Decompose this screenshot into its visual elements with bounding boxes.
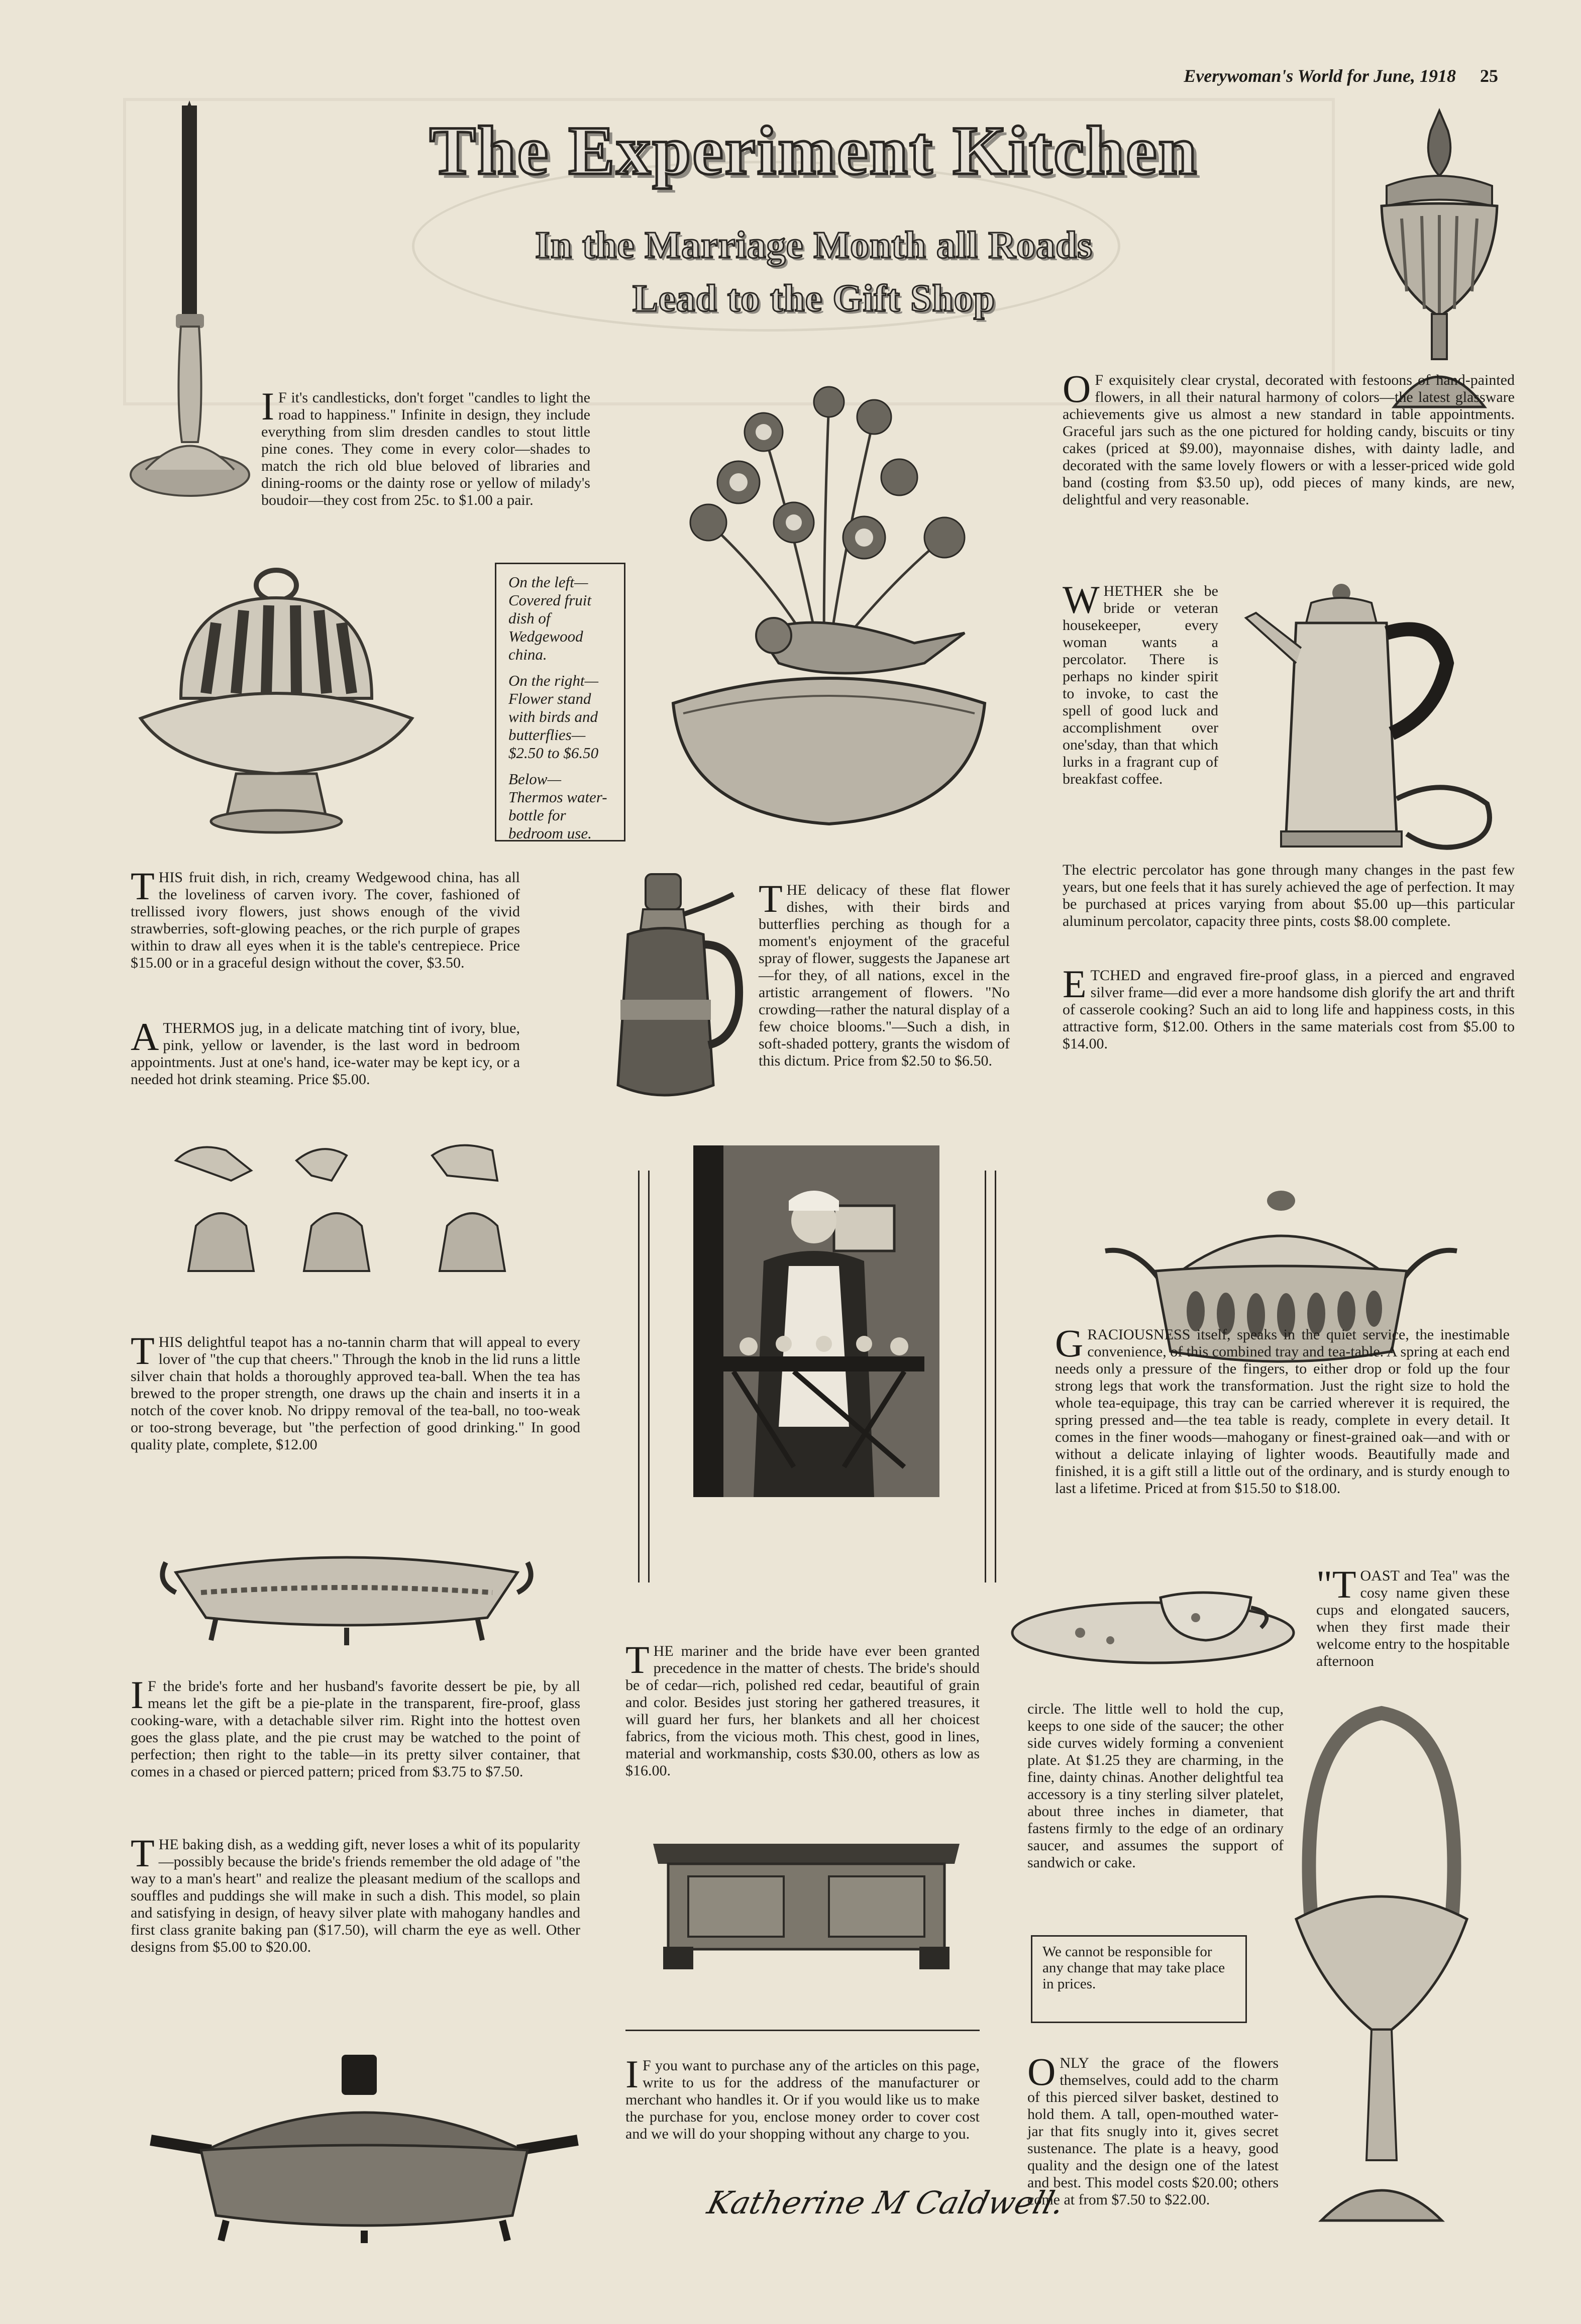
page-title: The Experiment Kitchen: [429, 112, 1199, 189]
silver-basket-paragraph: [1027, 2050, 1279, 2208]
cedar-chest-paragraph: [625, 1638, 980, 1779]
paragraph-text: THERMOS jug, in a delicate matching tint of ivory, blue, pink, yellow or lavender, is the last word in bedroom appointments. Just at one's hand, ice-water may be kept icy, or a needed hot drink steaming. Price $5.00.: [131, 1020, 520, 1088]
crystal-paragraph: [1063, 367, 1515, 508]
percolator-illustration: [1226, 583, 1507, 864]
decorative-rule: [995, 1171, 996, 1582]
percolator-paragraph-intro: [1063, 578, 1218, 788]
running-header: [1184, 65, 1498, 86]
cedar-chest-illustration: [653, 1834, 960, 1969]
paragraph-text: OAST and Tea" was the cosy name given these cups and elongated saucers, when they first made their welcome entry to the hospitable afternoon: [1316, 1567, 1510, 1669]
toast-and-tea-paragraph-intro: [1316, 1562, 1510, 1670]
fruit-dish-paragraph: [131, 864, 520, 972]
tray-table-paragraph: [1055, 1321, 1510, 1497]
page-number: 25: [1480, 66, 1498, 86]
paragraph-text: F you want to purchase any of the articles on this page, write to us for the address of the manufacturer or merchant who handles it. Or if you would like us to make the purchase for you, enclose money order to cover cost and we will do your shopping without any charge to you.: [625, 2057, 980, 2142]
paragraph-text: circle. The little well to hold the cup, keeps to one side of the saucer; the other side curves widely forming a convenient plate. At $1.25 they are charming, in the fine, dainty chinas. Another delightful tea accessory is a tiny sterling silver platelet, about three inches in diameter, that fastens firmly to the edge of an ordinary saucer, and assumes the support of sandwich or cake.: [1027, 1701, 1284, 1871]
flower-dishes-paragraph: [759, 877, 1010, 1070]
drop-cap: I: [261, 384, 274, 428]
maid-with-tray-photo: [693, 1145, 939, 1497]
drop-cap: A: [131, 1015, 159, 1059]
paragraph-text: NLY the grace of the flowers themselves, could add to the charm of this pierced silver basket, destined to hold them. A tall, open-mouthed water-jar that fits snugly into it, gives secret sustenance. The plate is a heavy, good quality and the design one of the latest and best. This model costs $20.00; others come at from $7.50 to $22.00.: [1027, 2055, 1279, 2208]
teapot-sequence-illustration: [166, 1140, 568, 1291]
caption-right: On the right—Flower stand with birds and butterflies—$2.50 to $6.50: [508, 672, 599, 762]
publication-line: Everywoman's World for June, 1918: [1184, 66, 1456, 86]
drop-cap: T: [759, 877, 783, 920]
drop-cap: T: [131, 1329, 155, 1372]
subtitle-line-1: In the Marriage Month all Roads: [535, 224, 1093, 266]
paragraph-text: F exquisitely clear crystal, decorated with festoons of hand-painted flowers, in all their natural harmony of colors—the latest glassware achievements give us almost a new standard in table appointments. Graceful jars such as the one pictured for holding candy, biscuits or tiny cakes (priced at $9.00), mayonnaise dishes, with dainty ladle, and decorated with the same lovely flowers or with a lesser-priced wide gold band (costing from $3.50 up), odd pieces of many kinds, are new, delightful and very reasonable.: [1063, 372, 1515, 508]
decorative-rule: [985, 1171, 986, 1582]
purchase-service-paragraph: [625, 2052, 980, 2143]
paragraph-text: HIS delightful teapot has a no-tannin charm that will appeal to every lover of "the cup that cheers." Through the knob in the lid runs a little silver chain that holds a thoroughly approved tea-ball. When the tea has brewed to the proper strength, one draws up the chain and inserts it in a notch of the cover knob. No drippy removal of the tea-ball, no too-weak or too-strong beverage, but "the perfection of good drinking." In good quality plate, complete, $12.00: [131, 1334, 580, 1453]
flower-stand-illustration: [663, 372, 990, 839]
drop-cap: T: [131, 1831, 155, 1875]
paragraph-text: The electric percolator has gone through many changes in the past few years, but one feels that it has surely achieved the age of perfection. It may be purchased at prices varying from about $5.00 up—this particular aluminum percolator, capacity three pints, costs $8.00 complete.: [1063, 862, 1515, 929]
paragraph-text: HE delicacy of these flat flower dishes, with their birds and butterflies perching as though for a moment's enjoyment of the graceful spray of flower, suggests the Japanese art —for they, of all nations, excel in the artistic arrangement of flowers. "No crowding—rather the natural display of a few choice blooms."—Such a dish, in soft-shaded pottery, grants the wisdom of this dictum. Price from $2.50 to $6.50.: [759, 882, 1010, 1069]
drop-cap: W: [1063, 578, 1100, 621]
drop-cap: E: [1063, 962, 1087, 1006]
baking-dish-paragraph: [131, 1831, 580, 1956]
paragraph-text: F the bride's forte and her husband's favorite dessert be pie, by all means let the gift be a pie-plate in the transparent, fire-proof, glass cooking-ware, with a detachable silver rim. Right into the hottest oven goes the glass plate, and the pie crust may be watched to the point of perfection; then right to the table—in its pretty silver container, that comes in a chased or pierced pattern; priced from $3.75 to $7.50.: [131, 1678, 580, 1780]
etched-glass-paragraph: [1063, 962, 1515, 1052]
drop-cap: G: [1055, 1321, 1084, 1365]
paragraph-text: HE mariner and the bride have ever been granted precedence in the matter of chests. The bride's should be of cedar—rich, polished red cedar, beautiful of grain and color. Besides just storing her gathered treasures, it will guard her furs, her blankets and all her choicest fabrics, from the vicious moth. This chest, good in lines, material and workmanship, costs $30.00, others as low as $16.00.: [625, 1643, 980, 1779]
paragraph-text: F it's candlesticks, don't forget "candles to light the road to happiness." Infinite in design, they include everything from slim dresden candles to stout little pine cones. They come in every color—shades to match the rich old blue beloved of libraries and dining-rooms or the dainty rose or yellow of milady's boudoir—they cost from 25c. to $1.00 a pair.: [261, 389, 590, 508]
percolator-paragraph: [1063, 862, 1515, 930]
pie-plate-paragraph: [131, 1673, 580, 1780]
drop-cap: T: [625, 1638, 650, 1681]
drop-cap: T: [131, 864, 155, 908]
decorative-rule: [638, 1171, 640, 1582]
candlestick-illustration: [126, 100, 256, 502]
section-rule: [625, 2030, 980, 2031]
teapot-paragraph: [131, 1329, 580, 1453]
covered-fruit-dish-illustration: [136, 568, 417, 839]
silver-basket-illustration: [1291, 1708, 1472, 2231]
thermos-paragraph: [131, 1015, 520, 1088]
drop-cap: I: [131, 1673, 144, 1717]
toast-and-tea-cup-illustration: [1010, 1567, 1296, 1668]
drop-cap: "T: [1316, 1562, 1356, 1606]
editor-signature: Katherine M Caldwell.: [703, 2184, 1068, 2221]
candlesticks-paragraph: [261, 384, 590, 509]
page-subtitle: [397, 219, 1231, 325]
caption-left: On the left—Covered fruit dish of Wedgewood china.: [508, 573, 592, 663]
toast-and-tea-paragraph: [1027, 1701, 1284, 1871]
drop-cap: O: [1063, 367, 1091, 410]
baking-dish-illustration: [151, 2055, 578, 2246]
paragraph-text: HE baking dish, as a wedding gift, never loses a whit of its popularity—possibly because the bride's friends remember the old adage of "the way to a man's heart" and realize the pleasant medium of the scallops and souffles and puddings she will make in such a dish. This model, so plain and satisfying in design, of heavy silver plate with mahogany handles and first class granite baking pan ($17.50), will charm the eye as well. Other designs from $5.00 to $20.00.: [131, 1836, 580, 1955]
drop-cap: O: [1027, 2050, 1056, 2093]
price-notice-box: We cannot be responsible for any change that may take place in prices.: [1031, 1935, 1247, 2023]
pie-plate-illustration: [156, 1532, 538, 1648]
illustration-caption-box: [495, 563, 625, 841]
decorative-rule: [648, 1171, 650, 1582]
thermos-jug-illustration: [598, 874, 744, 1115]
drop-cap: I: [625, 2052, 639, 2096]
subtitle-line-2: Lead to the Gift Shop: [633, 277, 995, 320]
caption-below: Below—Thermos water-bottle for bedroom use.: [508, 770, 607, 842]
paragraph-text: HIS fruit dish, in rich, creamy Wedgewood china, has all the loveliness of carven ivory. The cover, fashioned of trellissed ivory flowers, just shows enough of the vivid strawberries, soft-glowing peaches, or the rich purple of grapes within to draw all eyes when it is the table's centrepiece. Price $15.00 or in a graceful design without the cover, $3.50.: [131, 869, 520, 971]
paragraph-text: TCHED and engraved fire-proof glass, in a pierced and engraved silver frame—did ever a more handsome dish glorify the art and thrift of casserole cooking? Such an aid to long life and happiness costs, in this attractive form, $12.00. Others in the same materials cost from $5.00 to $14.00.: [1063, 967, 1515, 1052]
paragraph-text: RACIOUSNESS itself, speaks in the quiet service, the inestimable convenience, of this combined tray and tea-table. A spring at each end needs only a pressure of the fingers, to either drop or fold up the four strong legs that work the transformation. Just the right size to hold the whole tea-equipage, this tray can be carried wherever it is required, the spring pressed and—the tea table is ready, complete in every detail. It comes in the finer woods—mahogany or finest-grained oak—and with or without a delicate inlaying of lighter woods. Beautifully made and finished, it is a gift still a little out of the ordinary, and is sturdy enough to last a lifetime. Priced at from $15.50 to $18.00.: [1055, 1326, 1510, 1497]
paragraph-text: HETHER she be bride or veteran housekeeper, every woman wants a percolator. There is perhaps no kinder spirit to invoke, to cast the spell of good luck and accomplishment over one'sday, than that which lurks in a fragrant cup of breakfast coffee.: [1063, 583, 1218, 787]
